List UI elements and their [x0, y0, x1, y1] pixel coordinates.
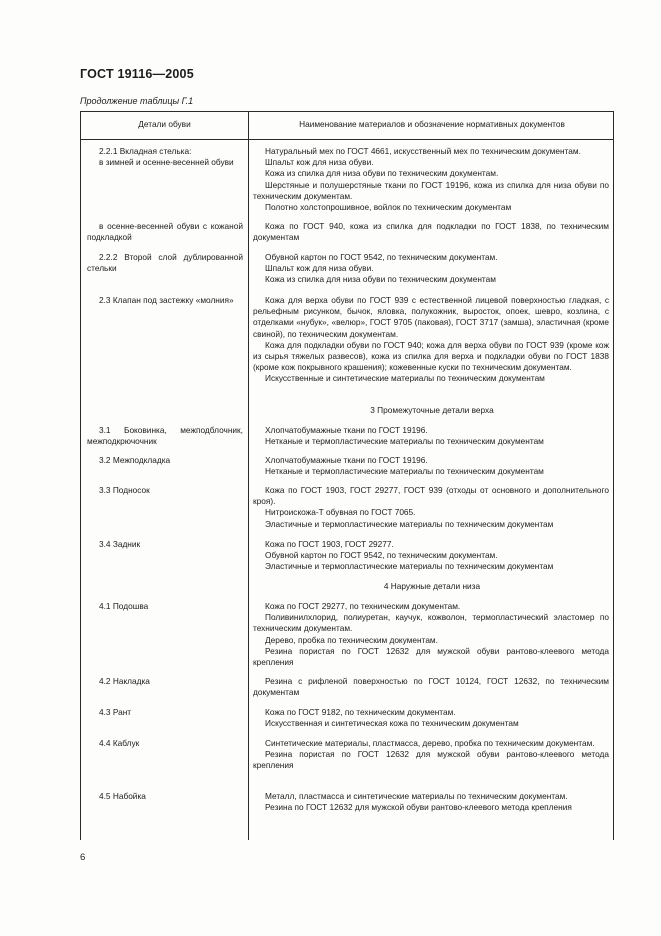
row-part-cell: 4.2 Накладка [99, 676, 150, 686]
section-heading: 4 Наружные детали низа [383, 581, 481, 591]
row-part-cell: 4.1 Подошва [99, 601, 149, 611]
row-part-cell: 2.3 Клапан под застежку «молния» [99, 295, 234, 305]
row-materials-cell: Хлопчатобумажные ткани по ГОСТ 19196. Нетканые и термопластические материалы по техническим документам [265, 425, 544, 447]
table-caption: Продолжение таблицы Г.1 [80, 96, 194, 106]
row-materials-cell: Кожа по ГОСТ 1903, ГОСТ 29277. Обувной картон по ГОСТ 9542, по техническим документам. Эластичные и термопластические материалы по техническим документам [265, 539, 554, 572]
row-part-cell: 3.2 Межподкладка [99, 455, 171, 465]
row-part-cell: 4.3 Рант [99, 707, 132, 717]
column-header-parts: Детали обуви [138, 119, 191, 129]
row-part-cell: 4.5 Набойка [99, 791, 146, 801]
section-heading: 3 Промежуточные детали верха [370, 405, 494, 415]
row-materials-cell: Металл, пластмасса и синтетические материалы по техническим документам. Резина по ГОСТ 12632 для мужской обуви рантово-клеевого метода крепления [265, 791, 572, 813]
page-number: 6 [80, 852, 86, 863]
row-materials-cell: Обувной картон по ГОСТ 9542, по техническим документам. Шпальт кож для низа обуви. Кожа из спилка для низа обуви по техническим документам [265, 252, 498, 285]
row-materials-cell: Хлопчатобумажные ткани по ГОСТ 19196. Нетканые и термопластические материалы по техническим документам [265, 455, 544, 477]
row-materials-cell: Натуральный мех по ГОСТ 4661, искусственный мех по техническим документам. Шпальт кож для низа обуви. Кожа из спилка для низа обуви по техническим документам. Шерстяные и полушерстяные ткани по ГОСТ 19196, кожа из спилка для низа обуви по техническим документам. Полотно холстопрошивное, войлок по техническим документам [253, 146, 609, 213]
row-part-cell: 4.4 Каблук [99, 738, 140, 748]
column-divider [248, 112, 249, 840]
row-materials-cell: Кожа для верха обуви по ГОСТ 939 с естественной лицевой поверхностью гладкая, с рельефным рисунком, бычок, яловка, полукожник, выросток, опоек, шевро, козлина, с отделками «нубук», «велюр», ГОСТ 9705 (паковая), ГОСТ 3717 (замша), эластичная (кроме свиной), по техническим документам. Кожа для подкладки обуви по ГОСТ 940; кожа для верха обуви по ГОСТ 939 (кроме кож из сырья тяжелых развесов), кожа из спилка для верха и подкладки обуви по ГОСТ 1838 (кроме кож покрывного крашения); кожевенные куски по техническим документам. Искусственные и синтетические материалы по техническим документам [253, 295, 609, 384]
row-part-cell: в осенне-весенней обуви с кожаной подкладкой [87, 221, 243, 243]
row-materials-cell: Кожа по ГОСТ 9182, по техническим документам. Искусственная и синтетическая кожа по техническим документам [265, 707, 519, 729]
row-materials-cell: Синтетические материалы, пластмасса, дерево, пробка по техническим документам. Резина пористая по ГОСТ 12632 для мужской обуви рантово-клеевого метода крепления [253, 738, 609, 771]
document-header: ГОСТ 19116—2005 [80, 67, 194, 81]
materials-table [80, 111, 614, 840]
row-part-cell: 3.4 Задник [99, 539, 141, 549]
row-part-cell: 3.3 Подносок [99, 485, 150, 495]
row-materials-cell: Резина с рифленой поверхностью по ГОСТ 10124, ГОСТ 12632, по техническим документам [253, 676, 609, 698]
row-part-cell: 2.2.1 Вкладная стелька: в зимней и осенне-весенней обуви [99, 146, 234, 168]
row-materials-cell: Кожа по ГОСТ 29277, по техническим документам. Поливинилхлорид, полиуретан, каучук, кожволон, термопластический эластомер по техническим документам. Дерево, пробка по техническим документам. Резина пористая по ГОСТ 12632 для мужской обуви рантово-клеевого метода крепления [253, 601, 609, 668]
header-divider [81, 139, 613, 140]
row-materials-cell: Кожа по ГОСТ 940, кожа из спилка для подкладки по ГОСТ 1838, по техническим документам [253, 221, 609, 243]
row-part-cell: 3.1 Боковинка, межподблочник, межподкрючочник [87, 425, 243, 447]
row-part-cell: 2.2.2 Второй слой дублированной стельки [87, 252, 243, 274]
row-materials-cell: Кожа по ГОСТ 1903, ГОСТ 29277, ГОСТ 939 (отходы от основного и дополнительного кроя). Нитроискожа-Т обувная по ГОСТ 7065. Эластичные и термопластические материалы по техническим документам [253, 485, 609, 529]
column-header-materials: Наименование материалов и обозначение нормативных документов [299, 119, 565, 129]
